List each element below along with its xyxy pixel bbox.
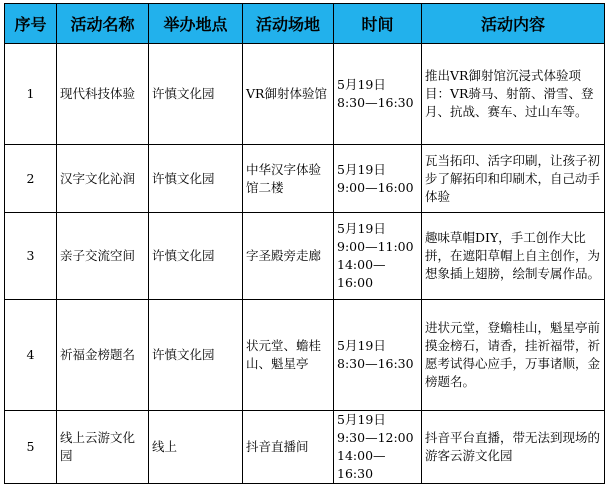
content-cell: 抖音平台直播，带无法到现场的游客云游文化园 (422, 411, 605, 484)
activity-name-cell: 汉字文化沁润 (57, 145, 149, 213)
activity-name-cell: 亲子交流空间 (57, 213, 149, 300)
time-cell (334, 300, 422, 411)
venue-cell: 状元堂、蟾桂山、魁星亭 (243, 300, 334, 411)
serial-cell: 3 (5, 213, 57, 300)
date-text: 5月19日 (337, 77, 386, 92)
venue-cell: 字圣殿旁走廊 (243, 213, 334, 300)
header-activity-name: 活动名称 (57, 4, 149, 44)
location-cell: 许慎文化园 (149, 213, 243, 300)
date-text: 5月19日 (337, 412, 386, 427)
location-cell: 线上 (149, 411, 243, 484)
table-row (5, 44, 605, 145)
header-row (5, 4, 605, 44)
time-cell (334, 213, 422, 300)
activity-name-cell: 祈福金榜题名 (57, 300, 149, 411)
time-cell (334, 44, 422, 145)
activity-name-cell: 现代科技体验 (57, 44, 149, 145)
time-cell (334, 411, 422, 484)
header-serial: 序号 (5, 4, 57, 44)
date-text: 5月19日 (337, 221, 386, 236)
table-row (5, 213, 605, 300)
content-cell: 趣味草帽DIY，手工创作大比拼，在遮阳草帽上自主创作，为想象插上翅膀，绘制专属作品。 (422, 213, 605, 300)
time-range-text: 9:30—12:00 (337, 430, 414, 445)
content-cell: 推出VR御射馆沉浸式体验项目：VR骑马、射箭、滑雪、登月、抗战、赛车、过山车等。 (422, 44, 605, 145)
serial-cell: 4 (5, 300, 57, 411)
location-cell: 许慎文化园 (149, 44, 243, 145)
table-row (5, 411, 605, 484)
events-table (4, 3, 605, 484)
time-range-text: 8:30—16:30 (337, 95, 414, 110)
venue-cell: VR御射体验馆 (243, 44, 334, 145)
serial-cell: 1 (5, 44, 57, 145)
time-range-text: 14:00—16:30 (337, 448, 386, 481)
header-venue: 活动场地 (243, 4, 334, 44)
time-range-text: 8:30—16:30 (337, 356, 414, 371)
table-row (5, 300, 605, 411)
content-cell: 瓦当拓印、活字印刷，让孩子初步了解拓印和印刷术，自己动手体验 (422, 145, 605, 213)
header-time: 时间 (334, 4, 422, 44)
serial-cell: 5 (5, 411, 57, 484)
time-range-text: 14:00—16:00 (337, 257, 386, 290)
header-location: 举办地点 (149, 4, 243, 44)
serial-cell: 2 (5, 145, 57, 213)
content-cell: 进状元堂，登蟾桂山，魁星亭前摸金榜石，请香，挂祈福带，祈愿考试得心应手，万事诸顺，金榜题名。 (422, 300, 605, 411)
location-cell: 许慎文化园 (149, 145, 243, 213)
time-range-text: 9:00—16:00 (337, 179, 414, 195)
header-content: 活动内容 (422, 4, 605, 44)
date-text: 5月19日 (337, 338, 386, 353)
location-cell: 许慎文化园 (149, 300, 243, 411)
time-range-text: 9:00—11:00 (337, 239, 414, 254)
activity-name-cell: 线上云游文化园 (57, 411, 149, 484)
venue-cell: 中华汉字体验馆二楼 (243, 145, 334, 213)
time-cell (334, 145, 422, 213)
table-row (5, 145, 605, 213)
date-text: 5月19日 (337, 161, 386, 177)
venue-cell: 抖音直播间 (243, 411, 334, 484)
